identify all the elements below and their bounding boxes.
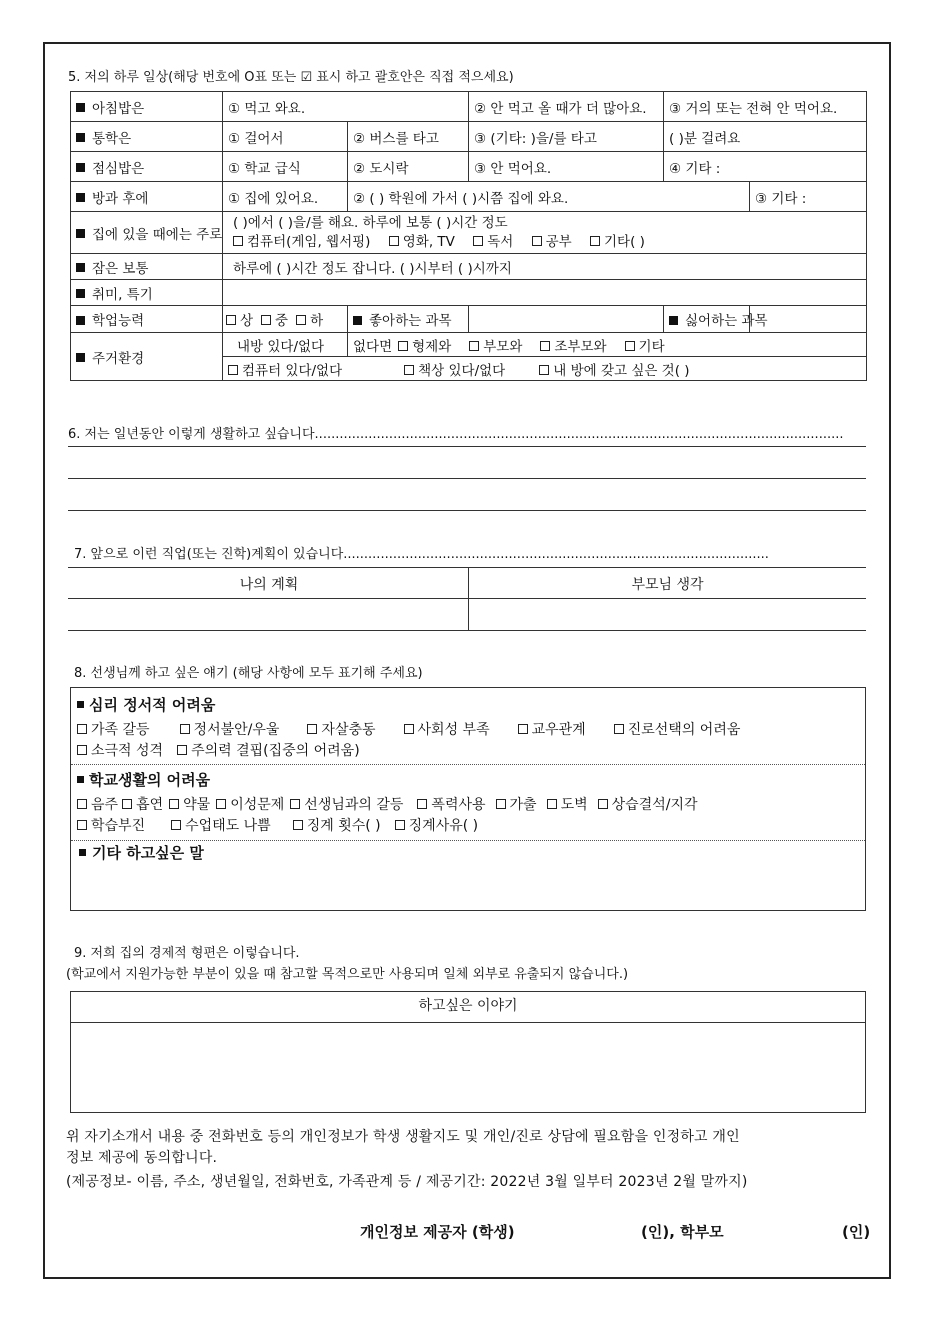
checkbox[interactable] <box>473 236 483 246</box>
concern-option-label: 가족 갈등 <box>91 722 150 738</box>
story-box <box>70 991 866 1113</box>
ability-options[interactable]: 상 중 하 <box>223 306 348 333</box>
row-after-school <box>71 182 867 212</box>
checkbox[interactable] <box>395 820 405 830</box>
table-top-line <box>68 567 866 568</box>
section-9-title: 9. 저희 집의 경제적 형편은 이렇습니다. <box>74 946 300 961</box>
checkbox[interactable] <box>614 724 624 734</box>
concern-option-label: 징계사유( ) <box>408 818 479 834</box>
label-disliked-subject: 싫어하는 과목 <box>664 306 750 333</box>
lunch-option-3[interactable]: ③ 안 먹어요. <box>469 152 664 182</box>
label-after-school: 방과 후에 <box>71 182 223 212</box>
table-bottom-line <box>68 630 866 631</box>
row-ability <box>71 306 867 333</box>
label-sleep: 잠은 보통 <box>71 254 223 280</box>
concern-option[interactable] <box>496 797 537 813</box>
concern-option[interactable] <box>395 818 478 834</box>
consent-line-1: 위 자기소개서 내용 중 전화번호 등의 개인정보가 학생 생활지도 및 개인/진로 상담에 필요함을 인정하고 개인 <box>66 1129 740 1145</box>
checkbox[interactable] <box>216 799 226 809</box>
school-group <box>77 769 698 835</box>
favorite-subject-input[interactable] <box>469 306 664 333</box>
checkbox[interactable] <box>77 799 87 809</box>
checkbox[interactable] <box>77 724 87 734</box>
concern-option[interactable] <box>598 797 698 813</box>
section-9-note: (학교에서 지원가능한 부분이 있을 때 참고할 목적으로만 사용되며 일체 외부로 유출되지 않습니다.) <box>66 967 629 982</box>
commute-minutes[interactable]: ( )분 걸려요 <box>664 122 867 152</box>
concern-option[interactable] <box>307 722 375 738</box>
concern-option[interactable] <box>122 797 163 813</box>
checkbox[interactable] <box>625 341 635 351</box>
checkbox[interactable] <box>296 315 306 325</box>
parents-view-input[interactable] <box>469 599 866 630</box>
concern-option[interactable] <box>614 722 741 738</box>
other-comments-input[interactable] <box>79 864 859 904</box>
checkbox[interactable] <box>307 724 317 734</box>
concern-option-label: 이성문제 <box>230 797 285 813</box>
own-room[interactable]: 내방 있다/없다 <box>223 333 348 357</box>
label-lunch: 점심밥은 <box>71 152 223 182</box>
checkbox[interactable] <box>169 799 179 809</box>
psych-group <box>77 694 740 760</box>
concern-option[interactable] <box>180 722 280 738</box>
other-heading: 기타 하고싶은 말 <box>92 844 204 862</box>
concern-option-label: 약물 <box>183 797 211 813</box>
consent-line-2: 정보 제공에 동의합니다. <box>66 1150 218 1166</box>
concerns-box <box>70 687 866 911</box>
checkbox[interactable] <box>404 365 414 375</box>
concern-option-label: 흡연 <box>136 797 164 813</box>
other-group <box>79 842 204 863</box>
section-5-title: 5. 저의 하루 일상(해당 번호에 O표 또는 ☑ 표시 하고 괄호안은 직접 적으세요) <box>68 70 514 85</box>
checkbox[interactable] <box>532 236 542 246</box>
at-home-answer[interactable] <box>223 212 867 254</box>
concern-option-label: 징계 횟수( ) <box>306 818 381 834</box>
section-7-title: 7. 앞으로 이런 직업(또는 진학)계획이 있습니다....................................................................................................... <box>74 547 769 562</box>
psych-items-row-1 <box>77 719 740 739</box>
label-housing: 주거환경 <box>71 333 223 381</box>
student-seal-parent-label[interactable]: (인), 학부모 <box>641 1223 724 1241</box>
checkbox[interactable] <box>398 341 408 351</box>
label-favorite-subject: 좋아하는 과목 <box>348 306 469 333</box>
row-sleep <box>71 254 867 280</box>
after-option-1[interactable]: ① 집에 있어요. <box>223 182 348 212</box>
daily-life-table <box>70 91 867 381</box>
concern-option[interactable] <box>547 797 588 813</box>
concern-option[interactable] <box>417 797 485 813</box>
label-breakfast: 아침밥은 <box>71 92 223 122</box>
concern-option-label: 가출 <box>509 797 537 813</box>
checkbox[interactable] <box>290 799 300 809</box>
concern-option[interactable] <box>77 722 150 738</box>
school-items-row-1 <box>77 794 698 814</box>
story-input[interactable] <box>71 1023 865 1113</box>
concern-option-label: 교우관계 <box>531 722 586 738</box>
breakfast-option-3[interactable]: ③ 거의 또는 전혀 안 먹어요. <box>664 92 867 122</box>
school-items-row-2 <box>77 815 698 835</box>
checkbox[interactable] <box>293 820 303 830</box>
concern-option-label: 폭력사용 <box>431 797 486 813</box>
school-heading: 학교생활의 어려움 <box>89 771 211 789</box>
parents-view-header: 부모님 생각 <box>631 577 704 593</box>
label-commute: 통학은 <box>71 122 223 152</box>
divider <box>71 764 865 765</box>
parent-seal[interactable]: (인) <box>842 1223 871 1241</box>
my-plan-input[interactable] <box>70 599 468 630</box>
concern-option-label: 상습결석/지각 <box>611 797 698 813</box>
checkbox[interactable] <box>417 799 427 809</box>
concern-option-label: 선생님과의 갈등 <box>304 797 404 813</box>
checkbox[interactable] <box>404 724 414 734</box>
sleep-answer[interactable]: 하루에 ( )시간 정도 잡니다. ( )시부터 ( )시까지 <box>223 254 867 280</box>
section-8-title: 8. 선생님께 하고 싶은 얘기 (해당 사항에 모두 표기해 주세요) <box>74 666 423 681</box>
checkbox[interactable] <box>226 315 236 325</box>
writing-line[interactable] <box>68 478 866 479</box>
checkbox[interactable] <box>389 236 399 246</box>
row-lunch <box>71 152 867 182</box>
concern-option[interactable] <box>77 797 118 813</box>
commute-option-1[interactable]: ① 걸어서 <box>223 122 348 152</box>
concern-option-label: 주의력 결핍(집중의 어려움) <box>191 743 360 759</box>
provider-label: 개인정보 제공자 (학생) <box>360 1223 515 1241</box>
checkbox[interactable] <box>539 365 549 375</box>
writing-line[interactable] <box>68 510 866 511</box>
concern-option-label: 진로선택의 어려움 <box>627 722 741 738</box>
my-plan-header: 나의 계획 <box>239 577 299 593</box>
checkbox[interactable] <box>518 724 528 734</box>
concern-option[interactable] <box>171 818 271 834</box>
concern-option[interactable] <box>77 818 145 834</box>
psych-items-row-2 <box>77 740 740 760</box>
checkbox[interactable] <box>496 799 506 809</box>
writing-line[interactable] <box>68 446 866 447</box>
concern-option[interactable] <box>290 797 403 813</box>
label-ability: 학업능력 <box>71 306 223 333</box>
concern-option-label: 음주 <box>91 797 119 813</box>
label-hobby: 취미, 특기 <box>71 280 223 306</box>
checkbox[interactable] <box>77 745 87 755</box>
at-home-line-1: ( )에서 ( )을/를 해요. 하루에 보통 ( )시간 정도 <box>233 214 508 231</box>
story-box-title: 하고싶은 이야기 <box>71 992 865 1023</box>
breakfast-option-1[interactable]: ① 먹고 와요. <box>223 92 469 122</box>
concern-option-label: 사회성 부족 <box>417 722 490 738</box>
housing-items[interactable]: 컴퓨터 있다/없다 책상 있다/없다 내 방에 갖고 싶은 것( ) <box>223 357 867 381</box>
row-hobby <box>71 280 867 306</box>
concern-option[interactable] <box>177 743 360 759</box>
checkbox[interactable] <box>233 236 243 246</box>
psych-heading: 심리 정서적 어려움 <box>89 696 216 714</box>
section-6-title: 6. 저는 일년동안 이렇게 생활하고 싶습니다................................................................................................................................ <box>68 427 844 442</box>
checkbox[interactable] <box>228 365 238 375</box>
concern-option-label: 수업태도 나쁨 <box>185 818 271 834</box>
checkbox[interactable] <box>171 820 181 830</box>
hobby-answer[interactable] <box>223 280 867 306</box>
checkbox[interactable] <box>261 315 271 325</box>
row-at-home <box>71 212 867 254</box>
after-option-2[interactable]: ② ( ) 학원에 가서 ( )시쯤 집에 와요. <box>348 182 750 212</box>
lunch-option-1[interactable]: ① 학교 급식 <box>223 152 348 182</box>
breakfast-option-2[interactable]: ② 안 먹고 올 때가 더 많아요. <box>469 92 664 122</box>
concern-option-label: 학습부진 <box>91 818 146 834</box>
room-sharing[interactable]: 없다면 형제와 부모와 조부모와 기타 <box>348 333 867 357</box>
checkbox[interactable] <box>598 799 608 809</box>
checkbox[interactable] <box>540 341 550 351</box>
at-home-line-2: 컴퓨터(게임, 웹서핑) 영화, TV 독서 공부 기타( ) <box>233 233 861 252</box>
commute-option-2[interactable]: ② 버스를 타고 <box>348 122 469 152</box>
concern-option[interactable] <box>518 722 586 738</box>
checkbox[interactable] <box>469 341 479 351</box>
checkbox[interactable] <box>547 799 557 809</box>
concern-option[interactable] <box>77 743 163 759</box>
concern-option-label: 정서불안/우울 <box>193 722 280 738</box>
after-option-3[interactable]: ③ 기타 : <box>750 182 867 212</box>
checkbox[interactable] <box>77 820 87 830</box>
checkbox[interactable] <box>122 799 132 809</box>
concern-option-label: 자살충동 <box>321 722 376 738</box>
concern-option-label: 소극적 성격 <box>91 743 164 759</box>
lunch-option-4[interactable]: ④ 기타 : <box>664 152 867 182</box>
concern-option[interactable] <box>169 797 210 813</box>
commute-option-3[interactable]: ③ (기타: )을/를 타고 <box>469 122 664 152</box>
label-at-home: 집에 있을 때에는 주로 <box>71 212 223 254</box>
checkbox[interactable] <box>177 745 187 755</box>
divider <box>71 840 865 841</box>
concern-option[interactable] <box>216 797 284 813</box>
concern-option[interactable] <box>404 722 490 738</box>
lunch-option-2[interactable]: ② 도시락 <box>348 152 469 182</box>
checkbox[interactable] <box>590 236 600 246</box>
checkbox[interactable] <box>180 724 190 734</box>
concern-option-label: 도벽 <box>560 797 588 813</box>
row-breakfast <box>71 92 867 122</box>
row-housing-1 <box>71 333 867 357</box>
row-commute <box>71 122 867 152</box>
consent-text <box>66 1127 872 1193</box>
consent-line-3: (제공정보- 이름, 주소, 생년월일, 전화번호, 가족관계 등 / 제공기간: 2022년 3월 일부터 2023년 2월 말까지) <box>66 1174 748 1190</box>
concern-option[interactable] <box>293 818 381 834</box>
